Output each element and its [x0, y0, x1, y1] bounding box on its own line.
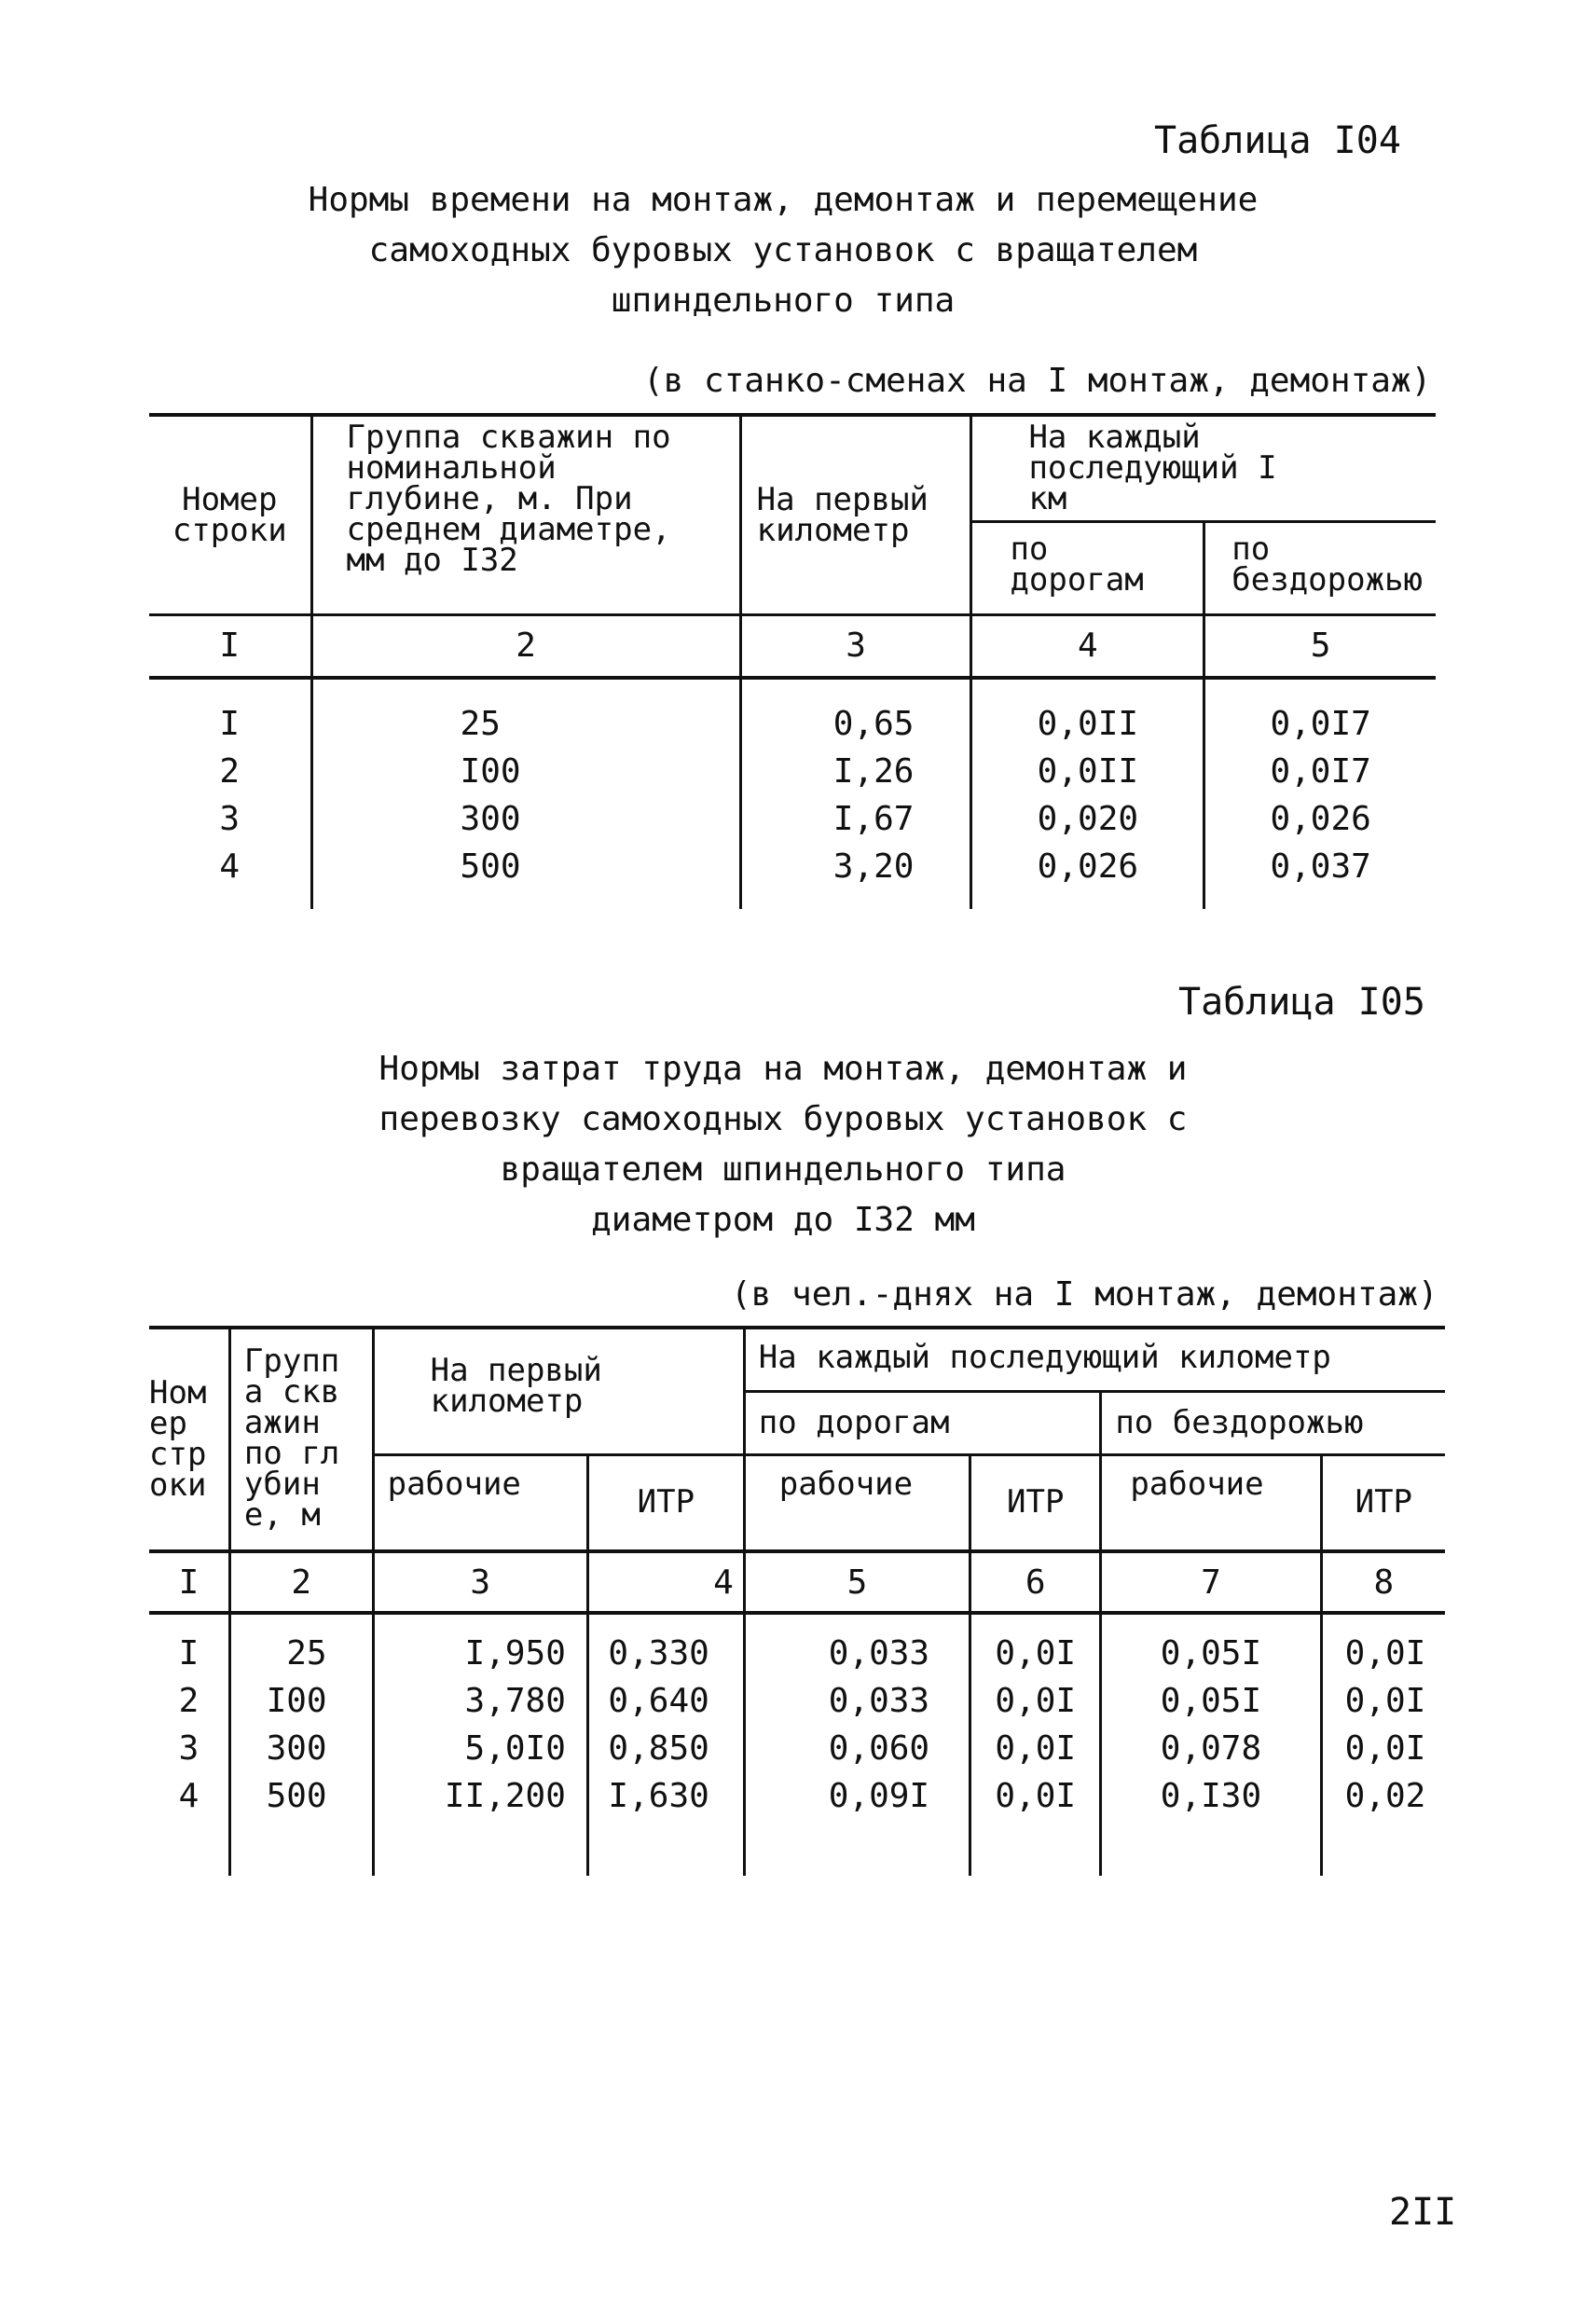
table-row: 0,026	[1037, 847, 1139, 886]
table-row: 3,20	[832, 847, 915, 886]
table-row: 25	[286, 1634, 327, 1673]
title-line: вращателем шпиндельного типа	[500, 1150, 1066, 1189]
header-offroad: по бездорожью	[1101, 1391, 1445, 1454]
table-row: I,950	[464, 1634, 566, 1673]
header-workers: рабочие	[744, 1454, 970, 1551]
header-first-km: На первый километр	[373, 1328, 744, 1454]
header-itr: ИТР	[970, 1454, 1101, 1551]
column-number: I	[219, 626, 241, 666]
table-row: II,200	[444, 1777, 566, 1815]
table-row: 0,060	[828, 1729, 930, 1768]
header-first-km: На первый километр	[740, 415, 971, 615]
table-104-title	[149, 175, 1417, 326]
table-row: 0,078	[1160, 1729, 1262, 1768]
table-row: 0,05I	[1160, 1634, 1262, 1673]
column-number: 5	[1204, 615, 1436, 678]
table-row: 0,0I	[995, 1682, 1077, 1720]
table-105-title	[149, 1044, 1417, 1246]
table-row: 300	[460, 799, 521, 838]
table-row: I,630	[608, 1777, 709, 1815]
table-row: 0,0I	[995, 1777, 1077, 1815]
depth-column	[229, 1613, 373, 1876]
table-row: 300	[266, 1729, 327, 1768]
header-workers: рабочие	[1101, 1454, 1321, 1551]
header-itr: ИТР	[587, 1454, 744, 1551]
table-row: 0,0II	[1037, 751, 1139, 791]
table-row: 0,850	[608, 1729, 709, 1768]
table-row: 0,05I	[1160, 1682, 1262, 1720]
header-by-roads: по дорогам	[744, 1391, 1101, 1454]
table-row: 500	[266, 1777, 327, 1815]
table-105-label: Таблица I05	[1178, 981, 1425, 1024]
table-row: 0,033	[828, 1682, 930, 1720]
table-row: 0,0I	[1344, 1634, 1426, 1673]
column-number: 5	[744, 1551, 970, 1613]
row-number-column	[149, 1613, 229, 1876]
column-number: I	[178, 1563, 200, 1602]
table-row: I	[219, 704, 241, 743]
table-row: 0,033	[828, 1634, 930, 1673]
first-km-column	[740, 678, 971, 909]
offroad-workers-column	[1101, 1613, 1321, 1876]
header-each-next-km: На каждый последующий I км	[971, 415, 1436, 522]
column-number: 2	[229, 1551, 373, 1613]
offroad-column	[1204, 678, 1436, 909]
table-row: 0,I30	[1160, 1777, 1262, 1815]
title-line: шпиндельного типа	[611, 282, 956, 320]
table-row: 4	[178, 1777, 200, 1815]
table-row: 3,780	[464, 1682, 566, 1720]
table-104-label: Таблица I04	[1154, 119, 1401, 162]
title-line: Нормы времени на монтаж, демонтаж и перемещение	[308, 181, 1259, 219]
table-row: 25	[460, 704, 501, 743]
column-number: 2	[311, 615, 740, 678]
roads-itr-column	[970, 1613, 1101, 1876]
table-row: 0,330	[608, 1634, 709, 1673]
roads-workers-column	[744, 1613, 970, 1876]
table-row: 2	[178, 1682, 200, 1720]
table-row: 3	[219, 799, 241, 838]
column-number: 3	[740, 615, 971, 678]
first-km-workers-column	[373, 1613, 587, 1876]
table-row: 0,09I	[828, 1777, 930, 1815]
depth-column	[311, 678, 740, 909]
table-row: 0,65	[832, 704, 915, 743]
column-number: 7	[1101, 1551, 1321, 1613]
header-row-number: Номер строки	[149, 1374, 207, 1504]
header-by-roads: по дорогам	[971, 522, 1204, 615]
table-row: 0,0I	[1344, 1729, 1426, 1768]
table-row: I,67	[832, 799, 915, 838]
table-row: 0,0I	[1344, 1682, 1426, 1720]
header-depth-group: Группа скважин по номинальной глубине, м. При среднем диаметре, мм до I32	[311, 415, 740, 615]
table-row: 0,02	[1344, 1777, 1426, 1815]
column-number: 6	[970, 1551, 1101, 1613]
table-row: 3	[178, 1729, 200, 1768]
table-row: 0,026	[1270, 799, 1371, 838]
table-row: I00	[460, 751, 521, 791]
row-number-column	[149, 678, 311, 909]
header-depth-group: Группа скважин по глубине, м	[229, 1328, 373, 1551]
first-km-itr-column	[587, 1613, 744, 1876]
table-row: 0,0I7	[1270, 704, 1371, 743]
table-row: 0,0I7	[1270, 751, 1371, 791]
table-row: I,26	[832, 751, 915, 791]
table-row: 0,0II	[1037, 704, 1139, 743]
page-number: 2II	[1389, 2191, 1457, 2234]
header-itr: ИТР	[1321, 1454, 1445, 1551]
header-each-next-km: На каждый последующий километр	[744, 1328, 1445, 1391]
table-row: 0,037	[1270, 847, 1371, 886]
table-row: 4	[219, 847, 241, 886]
table-row: 500	[460, 847, 521, 886]
column-number: 4	[587, 1551, 744, 1613]
header-workers: рабочие	[373, 1454, 587, 1551]
table-row: I00	[266, 1682, 327, 1720]
column-number: 4	[971, 615, 1204, 678]
title-line: диаметром до I32 мм	[591, 1201, 975, 1239]
header-offroad: по бездорожью	[1204, 522, 1436, 615]
table-105-units: (в чел.-днях на I монтаж, демонтаж)	[731, 1275, 1438, 1314]
header-row-number: Номер строки	[172, 480, 287, 549]
table-row: 2	[219, 751, 241, 791]
column-number: 8	[1321, 1551, 1445, 1613]
roads-column	[971, 678, 1204, 909]
column-number: 3	[373, 1551, 587, 1613]
table-row: 5,0I0	[464, 1729, 566, 1768]
table-row: 0,640	[608, 1682, 709, 1720]
table-row: 0,0I	[995, 1634, 1077, 1673]
table-105	[149, 1326, 1445, 1876]
title-line: самоходных буровых установок с вращателем	[368, 231, 1198, 269]
table-row: 0,0I	[995, 1729, 1077, 1768]
table-104-units: (в станко-сменах на I монтаж, демонтаж)	[643, 362, 1432, 400]
table-104	[149, 413, 1436, 909]
title-line: Нормы затрат труда на монтаж, демонтаж и	[378, 1050, 1188, 1088]
title-line: перевозку самоходных буровых установок с	[378, 1100, 1188, 1138]
offroad-itr-column	[1321, 1613, 1445, 1876]
table-row: I	[178, 1634, 200, 1673]
table-row: 0,020	[1037, 799, 1139, 838]
